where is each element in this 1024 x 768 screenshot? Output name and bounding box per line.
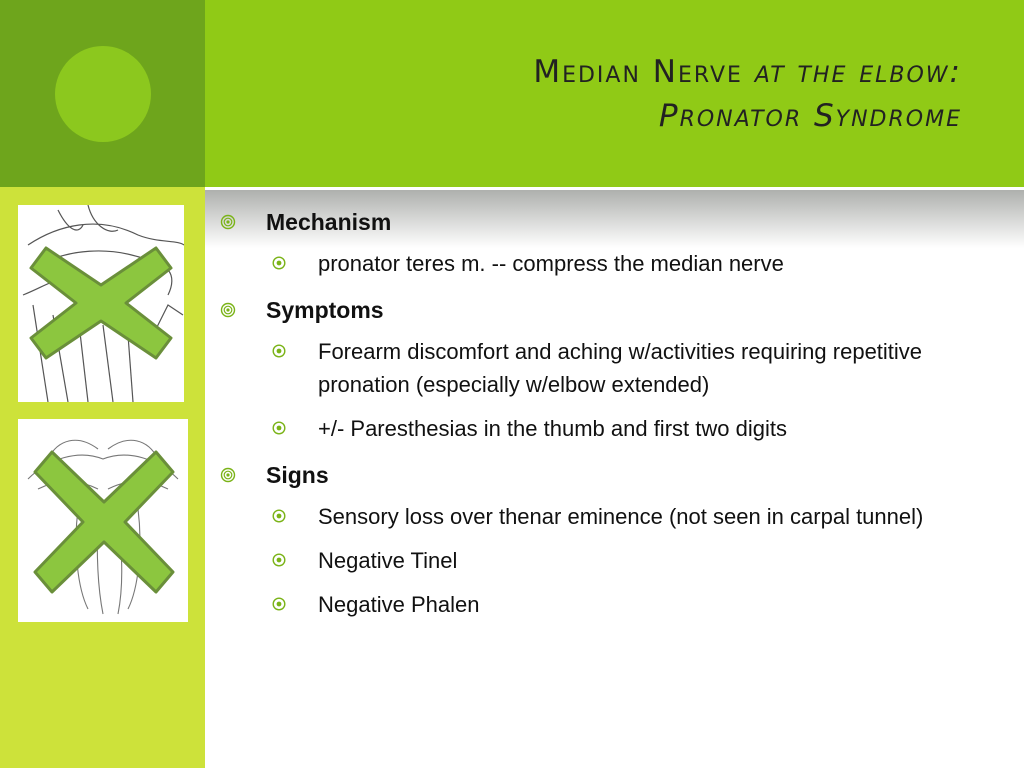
bullet-item: pronator teres m. -- compress the median nerve [212,247,1002,280]
double-ring-bullet-icon [220,302,236,318]
title-sub: at the elbow: [754,54,962,90]
slide-title [533,50,962,138]
bullet-heading-symptoms: Symptoms [212,291,1002,335]
bullet-item: +/- Paresthesias in the thumb and first two digits [212,412,1002,445]
dot-ring-bullet-icon [272,509,286,523]
green-x-icon [26,243,176,363]
dot-ring-bullet-icon [272,553,286,567]
double-ring-bullet-icon [220,214,236,230]
bullet-item: Negative Tinel [212,544,1002,577]
green-x-icon [30,447,178,597]
double-ring-bullet-icon [220,467,236,483]
bullet-heading-mechanism: Mechanism [212,203,1002,247]
decorative-circle [55,46,151,142]
hand-illustration [18,419,188,622]
header-corner-block [0,0,205,187]
forearm-illustration [18,205,184,402]
bullet-item: Sensory loss over thenar eminence (not seen in carpal tunnel) [212,500,1002,533]
slide-content [212,203,1002,632]
dot-ring-bullet-icon [272,256,286,270]
dot-ring-bullet-icon [272,597,286,611]
title-banner [205,0,1024,187]
bullet-item: Negative Phalen [212,588,1002,621]
title-main: Median Nerve [533,54,743,90]
dot-ring-bullet-icon [272,344,286,358]
bullet-item: Forearm discomfort and aching w/activities requiring repetitive pronation (especially w/elbow extended) [212,335,1002,401]
bullet-heading-signs: Signs [212,456,1002,500]
title-line-2: Pronator Syndrome [658,98,962,134]
dot-ring-bullet-icon [272,421,286,435]
